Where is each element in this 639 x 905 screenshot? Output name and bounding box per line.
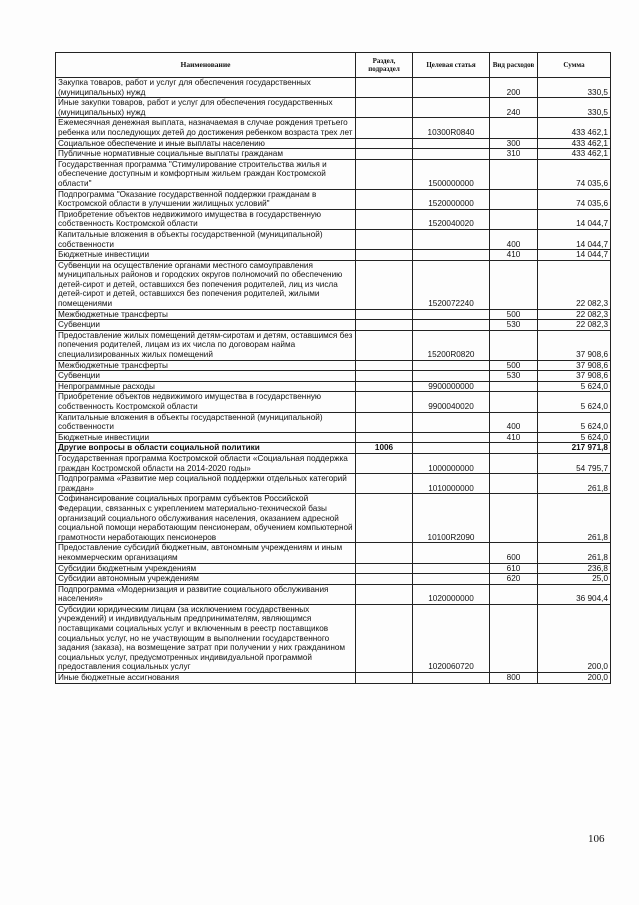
table-row [56, 330, 611, 360]
cell-sum: 261,8 [538, 543, 611, 563]
page-number: 106 [588, 833, 605, 845]
cell-section [356, 360, 413, 371]
table-row [56, 673, 611, 684]
cell-name: Другие вопросы в области социальной политики [56, 443, 356, 454]
cell-name: Подпрограмма «Развитие мер социальной поддержки отдельных категорий граждан» [56, 474, 356, 494]
cell-section [356, 138, 413, 149]
table-row [56, 443, 611, 454]
table-row [56, 229, 611, 249]
cell-sum: 74 035,6 [538, 189, 611, 209]
budget-table [55, 52, 611, 684]
cell-sum: 22 082,3 [538, 309, 611, 320]
table-row [56, 392, 611, 412]
table-row [56, 381, 611, 392]
cell-section [356, 260, 413, 309]
cell-sum: 14 044,7 [538, 209, 611, 229]
cell-name: Капитальные вложения в объекты государственной (муниципальной) собственности [56, 229, 356, 249]
cell-section [356, 543, 413, 563]
table-row [56, 209, 611, 229]
cell-article [413, 360, 490, 371]
header-section: Раздел, подраздел [356, 53, 413, 78]
cell-article: 1520000000 [413, 189, 490, 209]
cell-article [413, 98, 490, 118]
table-row [56, 159, 611, 189]
cell-expense-type: 410 [490, 432, 538, 443]
cell-article: 1000000000 [413, 453, 490, 473]
cell-sum: 330,5 [538, 78, 611, 98]
cell-name: Субвенции на осуществление органами местного самоуправления муниципальных районов и городских округов полномочий по обеспечению детей-сирот и детей, оставшихся без попечения родителей, лиц из числа детей-сирот и детей, оставшихся без попечения родителей, жилыми помещениями [56, 260, 356, 309]
cell-name: Субсидии автономным учреждениям [56, 574, 356, 585]
cell-sum: 37 908,6 [538, 360, 611, 371]
cell-sum: 25,0 [538, 574, 611, 585]
cell-expense-type [490, 260, 538, 309]
table-row [56, 138, 611, 149]
cell-article [413, 78, 490, 98]
cell-article [413, 250, 490, 261]
cell-section [356, 371, 413, 382]
cell-sum: 330,5 [538, 98, 611, 118]
cell-section [356, 392, 413, 412]
cell-article: 1020060720 [413, 604, 490, 672]
cell-name: Бюджетные инвестиции [56, 432, 356, 443]
cell-article [413, 229, 490, 249]
cell-name: Государственная программа Костромской области «Социальная поддержка граждан Костромской области на 2014-2020 годы» [56, 453, 356, 473]
cell-name: Приобретение объектов недвижимого имущества в государственную собственность Костромской области [56, 209, 356, 229]
table-row [56, 563, 611, 574]
cell-expense-type: 800 [490, 673, 538, 684]
table-row [56, 320, 611, 331]
cell-section [356, 118, 413, 138]
table-body [56, 78, 611, 684]
cell-expense-type [490, 494, 538, 543]
cell-name: Закупка товаров, работ и услуг для обеспечения государственных (муниципальных) нужд [56, 78, 356, 98]
table-row [56, 360, 611, 371]
cell-name: Ежемесячная денежная выплата, назначаемая в случае рождения третьего ребенка или последующих детей до достижения ребенком возраста трех лет [56, 118, 356, 138]
table-header-row [56, 53, 611, 78]
cell-name: Бюджетные инвестиции [56, 250, 356, 261]
table-row [56, 149, 611, 160]
cell-expense-type [490, 584, 538, 604]
table-row [56, 584, 611, 604]
header-name: Наименование [56, 53, 356, 78]
cell-section [356, 159, 413, 189]
cell-expense-type [490, 453, 538, 473]
cell-article [413, 673, 490, 684]
cell-section [356, 673, 413, 684]
cell-article [413, 309, 490, 320]
cell-section [356, 453, 413, 473]
table-row [56, 574, 611, 585]
header-expense-type: Вид расходов [490, 53, 538, 78]
cell-name: Иные бюджетные ассигнования [56, 673, 356, 684]
cell-article: 1500000000 [413, 159, 490, 189]
cell-name: Подпрограмма «Модернизация и развитие социального обслуживания населения» [56, 584, 356, 604]
cell-article [413, 574, 490, 585]
cell-article [413, 432, 490, 443]
cell-expense-type: 620 [490, 574, 538, 585]
table-row [56, 474, 611, 494]
cell-expense-type [490, 443, 538, 454]
cell-section [356, 412, 413, 432]
cell-article [413, 320, 490, 331]
cell-article: 15200R0820 [413, 330, 490, 360]
cell-expense-type: 200 [490, 78, 538, 98]
cell-sum: 37 908,6 [538, 371, 611, 382]
header-article: Целевая статья [413, 53, 490, 78]
cell-sum: 14 044,7 [538, 250, 611, 261]
cell-name: Субвенции [56, 320, 356, 331]
cell-section [356, 330, 413, 360]
cell-name: Предоставление жилых помещений детям-сиротам и детям, оставшимся без попечения родителей, лицам из их числа по договорам найма специализированных жилых помещений [56, 330, 356, 360]
cell-sum: 217 971,8 [538, 443, 611, 454]
cell-name: Публичные нормативные социальные выплаты гражданам [56, 149, 356, 160]
cell-name: Субвенции [56, 371, 356, 382]
cell-expense-type: 410 [490, 250, 538, 261]
cell-expense-type [490, 604, 538, 672]
cell-name: Субсидии юридическим лицам (за исключением государственных учреждений) и индивидуальным предпринимателям, являющимся поставщиками социальных услуг и включенным в реестр поставщиков социальных услуг, но не участвующим в выполнении государственного задания (заказа), на возмещение затрат при получении у них гражданином социальных услуг, предусмотренных индивидуальной программой предоставления социальных услуг [56, 604, 356, 672]
cell-sum: 5 624,0 [538, 381, 611, 392]
table-row [56, 118, 611, 138]
cell-section [356, 309, 413, 320]
cell-name: Приобретение объектов недвижимого имущества в государственную собственность Костромской области [56, 392, 356, 412]
cell-expense-type: 500 [490, 309, 538, 320]
cell-name: Иные закупки товаров, работ и услуг для обеспечения государственных (муниципальных) нужд [56, 98, 356, 118]
cell-sum: 22 082,3 [538, 320, 611, 331]
cell-sum: 261,8 [538, 494, 611, 543]
cell-expense-type: 600 [490, 543, 538, 563]
cell-expense-type: 400 [490, 229, 538, 249]
table-row [56, 604, 611, 672]
table-row [56, 98, 611, 118]
cell-sum: 236,8 [538, 563, 611, 574]
table-row [56, 309, 611, 320]
cell-name: Предоставление субсидий бюджетным, автономным учреждениям и иным некоммерческим организациям [56, 543, 356, 563]
cell-sum: 22 082,3 [538, 260, 611, 309]
cell-section [356, 229, 413, 249]
cell-expense-type [490, 381, 538, 392]
cell-section [356, 584, 413, 604]
cell-sum: 433 462,1 [538, 118, 611, 138]
table-row [56, 432, 611, 443]
cell-expense-type: 530 [490, 371, 538, 382]
cell-article [413, 138, 490, 149]
table-row [56, 371, 611, 382]
cell-sum: 200,0 [538, 673, 611, 684]
cell-expense-type [490, 159, 538, 189]
cell-section [356, 604, 413, 672]
cell-article [413, 412, 490, 432]
cell-expense-type: 610 [490, 563, 538, 574]
cell-name: Субсидии бюджетным учреждениям [56, 563, 356, 574]
cell-name: Капитальные вложения в объекты государственной (муниципальной) собственности [56, 412, 356, 432]
table-row [56, 453, 611, 473]
cell-section [356, 78, 413, 98]
cell-article: 1520072240 [413, 260, 490, 309]
cell-article: 1010000000 [413, 474, 490, 494]
cell-sum: 200,0 [538, 604, 611, 672]
cell-section [356, 474, 413, 494]
cell-expense-type: 500 [490, 360, 538, 371]
cell-name: Межбюджетные трансферты [56, 309, 356, 320]
table-row [56, 260, 611, 309]
cell-section [356, 320, 413, 331]
cell-expense-type [490, 189, 538, 209]
cell-section [356, 494, 413, 543]
cell-section [356, 189, 413, 209]
cell-expense-type: 400 [490, 412, 538, 432]
cell-expense-type: 310 [490, 149, 538, 160]
cell-name: Государственная программа "Стимулирование строительства жилья и обеспечение доступным и комфортным жильем граждан Костромской области" [56, 159, 356, 189]
cell-name: Подпрограмма "Оказание государственной поддержки гражданам в Костромской области в улучшении жилищных условий" [56, 189, 356, 209]
cell-article: 1020000000 [413, 584, 490, 604]
cell-article: 9900040020 [413, 392, 490, 412]
cell-sum: 36 904,4 [538, 584, 611, 604]
cell-article: 10300R0840 [413, 118, 490, 138]
cell-article [413, 443, 490, 454]
cell-section [356, 574, 413, 585]
cell-section: 1006 [356, 443, 413, 454]
cell-article [413, 543, 490, 563]
cell-sum: 37 908,6 [538, 330, 611, 360]
cell-expense-type [490, 330, 538, 360]
cell-section [356, 381, 413, 392]
cell-name: Межбюджетные трансферты [56, 360, 356, 371]
table-row [56, 250, 611, 261]
table-row [56, 412, 611, 432]
table-row [56, 494, 611, 543]
cell-sum: 433 462,1 [538, 149, 611, 160]
cell-section [356, 149, 413, 160]
cell-article: 1520040020 [413, 209, 490, 229]
cell-section [356, 98, 413, 118]
cell-name: Непрограммные расходы [56, 381, 356, 392]
cell-expense-type [490, 392, 538, 412]
table-row [56, 543, 611, 563]
cell-sum: 5 624,0 [538, 432, 611, 443]
cell-section [356, 432, 413, 443]
cell-name: Социальное обеспечение и иные выплаты населению [56, 138, 356, 149]
cell-article [413, 371, 490, 382]
cell-expense-type: 300 [490, 138, 538, 149]
header-sum: Сумма [538, 53, 611, 78]
cell-sum: 74 035,6 [538, 159, 611, 189]
cell-article: 10100R2090 [413, 494, 490, 543]
cell-expense-type [490, 118, 538, 138]
cell-expense-type: 240 [490, 98, 538, 118]
cell-article: 9900000000 [413, 381, 490, 392]
cell-expense-type: 530 [490, 320, 538, 331]
cell-name: Софинансирование социальных программ субъектов Российской Федерации, связанных с укреплением материально-технической базы организаций социального обслуживания населения, оказанием адресной социальной помощи неработающим пенсионерам, обучением компьютерной грамотности неработающих пенсионеров [56, 494, 356, 543]
table-row [56, 189, 611, 209]
cell-article [413, 149, 490, 160]
cell-article [413, 563, 490, 574]
cell-sum: 14 044,7 [538, 229, 611, 249]
cell-sum: 5 624,0 [538, 412, 611, 432]
cell-expense-type [490, 209, 538, 229]
cell-sum: 433 462,1 [538, 138, 611, 149]
cell-section [356, 209, 413, 229]
cell-sum: 5 624,0 [538, 392, 611, 412]
cell-section [356, 563, 413, 574]
cell-sum: 54 795,7 [538, 453, 611, 473]
cell-section [356, 250, 413, 261]
table-row [56, 78, 611, 98]
cell-sum: 261,8 [538, 474, 611, 494]
cell-expense-type [490, 474, 538, 494]
